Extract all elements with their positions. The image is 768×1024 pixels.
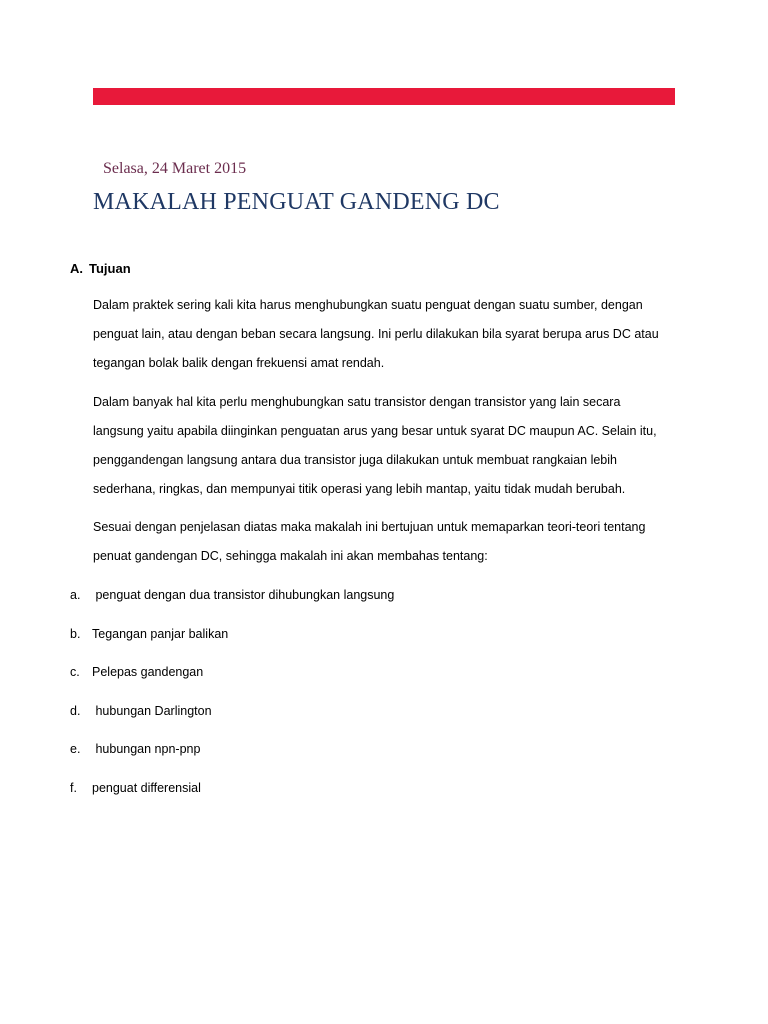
list-marker: c. — [70, 665, 80, 679]
list-marker: b. — [70, 627, 81, 641]
list-item-text: hubungan Darlington — [92, 704, 212, 718]
paragraph-line: Dalam banyak hal kita perlu menghubungkan satu transistor dengan transistor yang lain secara — [93, 395, 621, 409]
list-item — [70, 588, 394, 602]
section-heading — [70, 261, 131, 276]
list-marker: f. — [70, 781, 77, 795]
list-item — [70, 781, 201, 795]
list-item — [70, 742, 200, 756]
header-accent-bar — [93, 88, 675, 105]
section-marker: A. — [70, 261, 83, 276]
paragraph-line: Sesuai dengan penjelasan diatas maka makalah ini bertujuan untuk memaparkan teori-teori tentang — [93, 520, 646, 534]
section-heading-text: Tujuan — [89, 261, 131, 276]
list-item — [70, 627, 228, 641]
paragraph-line: penguat lain, atau dengan beban secara langsung. Ini perlu dilakukan bila syarat berupa arus DC atau — [93, 327, 659, 341]
page-title: MAKALAH PENGUAT GANDENG DC — [93, 189, 500, 215]
list-item — [70, 665, 203, 679]
paragraph-line: sederhana, ringkas, dan mempunyai titik operasi yang lebih mantap, yaitu tidak mudah berubah. — [93, 482, 626, 496]
list-item-text: Tegangan panjar balikan — [92, 627, 229, 641]
post-date: Selasa, 24 Maret 2015 — [103, 160, 247, 177]
list-item — [70, 704, 212, 718]
list-marker: e. — [70, 742, 81, 756]
paragraph-line: langsung yaitu apabila diinginkan penguatan arus yang besar untuk syarat DC maupun AC. Selain itu, — [93, 424, 657, 438]
list-item-text: hubungan npn-pnp — [92, 742, 201, 756]
paragraph-3 — [93, 513, 693, 571]
paragraph-line: penggandengan langsung antara dua transistor juga dilakukan untuk membuat rangkaian lebih — [93, 453, 617, 467]
list-marker: a. — [70, 588, 81, 602]
paragraph-line: Dalam praktek sering kali kita harus menghubungkan suatu penguat dengan suatu sumber, dengan — [93, 298, 643, 312]
list-item-text: penguat differensial — [92, 781, 201, 795]
list-item-text: Pelepas gandengan — [92, 665, 204, 679]
paragraph-line: tegangan bolak balik dengan frekuensi amat rendah. — [93, 356, 385, 370]
list-marker: d. — [70, 704, 81, 718]
list-item-text: penguat dengan dua transistor dihubungkan langsung — [92, 588, 395, 602]
paragraph-2 — [93, 388, 693, 504]
paragraph-line: penuat gandengan DC, sehingga makalah ini akan membahas tentang: — [93, 549, 488, 563]
paragraph-1 — [93, 291, 693, 378]
